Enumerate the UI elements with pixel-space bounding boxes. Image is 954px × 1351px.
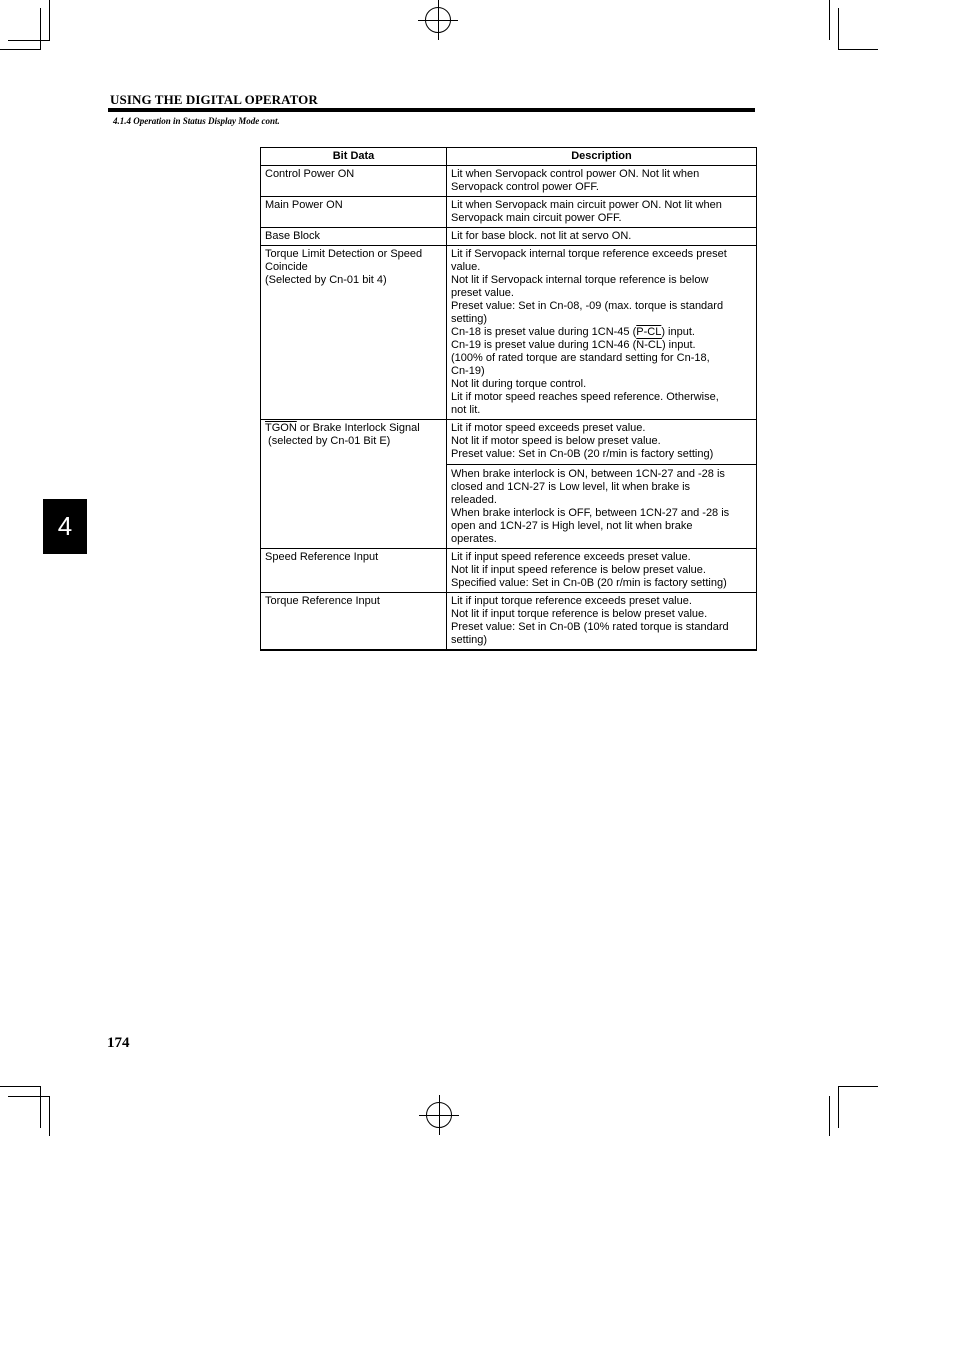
signal-tgon: TGON bbox=[265, 422, 297, 434]
bit-label: Torque Limit Detection or Speed bbox=[265, 248, 423, 260]
signal-n-cl: N-CL bbox=[636, 339, 662, 351]
column-header-bit-data: Bit Data bbox=[261, 148, 447, 166]
description-line: Lit if Servopack internal torque reference exceeds preset bbox=[451, 248, 727, 260]
description-line: preset value. bbox=[451, 287, 514, 299]
bit-label: Main Power ON bbox=[265, 199, 343, 211]
page-number: 174 bbox=[107, 1035, 130, 1051]
bit-label: (selected by Cn-01 Bit E) bbox=[265, 435, 391, 447]
description-text: Cn-18 is preset value during 1CN-45 ( bbox=[451, 326, 637, 338]
description-cell bbox=[447, 593, 757, 651]
page-header-title: USING THE DIGITAL OPERATOR bbox=[110, 92, 318, 107]
description-line: value. bbox=[451, 261, 481, 273]
bit-label: Control Power ON bbox=[265, 168, 355, 180]
description-line: When brake interlock is OFF, between 1CN-27 and -28 is bbox=[451, 507, 730, 519]
description-line: Preset value: Set in Cn-08, -09 (max. torque is standard bbox=[451, 300, 724, 312]
table-row bbox=[261, 228, 757, 246]
header-rule bbox=[108, 108, 755, 112]
bit-cell bbox=[261, 420, 447, 549]
description-line: Servopack control power OFF. bbox=[451, 181, 599, 193]
description-line: open and 1CN-27 is High level, not lit when brake bbox=[451, 520, 693, 532]
description-line: Servopack main circuit power OFF. bbox=[451, 212, 622, 224]
description-line: Preset value: Set in Cn-0B (10% rated torque is standard bbox=[451, 621, 729, 633]
description-line: Lit for base block. not lit at servo ON. bbox=[451, 230, 632, 242]
description-line: Not lit if motor speed is below preset value. bbox=[451, 435, 661, 447]
bit-cell bbox=[261, 549, 447, 593]
bit-label-text: or Brake Interlock Signal bbox=[296, 422, 420, 434]
description-line: setting) bbox=[451, 313, 488, 325]
table-header-row bbox=[261, 148, 757, 166]
bit-label: Torque Reference Input bbox=[265, 595, 380, 607]
description-line: Lit when Servopack control power ON. Not lit when bbox=[451, 168, 700, 180]
description-line: setting) bbox=[451, 634, 488, 646]
column-header-description: Description bbox=[447, 148, 757, 166]
description-line: (100% of rated torque are standard setting for Cn-18, bbox=[451, 352, 710, 364]
description-line: Preset value: Set in Cn-0B (20 r/min is factory setting) bbox=[451, 448, 714, 460]
description-line: Not lit if input speed reference is below preset value. bbox=[451, 564, 706, 576]
bit-label: Speed Reference Input bbox=[265, 551, 379, 563]
description-text: Cn-19 is preset value during 1CN-46 ( bbox=[451, 339, 637, 351]
table-row bbox=[261, 246, 757, 420]
page-header-subtitle: 4.1.4 Operation in Status Display Mode cont. bbox=[113, 116, 280, 126]
description-line: Not lit during torque control. bbox=[451, 378, 587, 390]
brake-interlock-description bbox=[447, 464, 756, 546]
description-line: Not lit if Servopack internal torque reference is below bbox=[451, 274, 709, 286]
bit-cell bbox=[261, 197, 447, 228]
description-text: ) input. bbox=[661, 326, 695, 338]
description-line: Cn-19) bbox=[451, 365, 485, 377]
chapter-tab-number: 4 bbox=[57, 511, 73, 541]
table-row bbox=[261, 420, 757, 549]
description-line: closed and 1CN-27 is Low level, lit when brake is bbox=[451, 481, 691, 493]
description-line-p-cl bbox=[451, 326, 752, 339]
bit-data-table bbox=[260, 147, 757, 651]
description-cell bbox=[447, 166, 757, 197]
bit-cell bbox=[261, 228, 447, 246]
description-line: Lit if motor speed exceeds preset value. bbox=[451, 422, 646, 434]
table-row bbox=[261, 593, 757, 651]
description-line: not lit. bbox=[451, 404, 481, 416]
description-line: When brake interlock is ON, between 1CN-27 and -28 is bbox=[451, 468, 725, 480]
bit-cell bbox=[261, 593, 447, 651]
description-line: Specified value: Set in Cn-0B (20 r/min is factory setting) bbox=[451, 577, 727, 589]
table-row bbox=[261, 197, 757, 228]
description-cell bbox=[447, 246, 757, 420]
bit-cell bbox=[261, 166, 447, 197]
table-row bbox=[261, 166, 757, 197]
description-line: Lit when Servopack main circuit power ON. Not lit when bbox=[451, 199, 722, 211]
description-line: Lit if input torque reference exceeds preset value. bbox=[451, 595, 692, 607]
description-cell bbox=[447, 228, 757, 246]
description-line: Lit if input speed reference exceeds preset value. bbox=[451, 551, 691, 563]
chapter-tab bbox=[43, 499, 87, 554]
bit-label bbox=[265, 422, 442, 435]
bit-label: (Selected by Cn-01 bit 4) bbox=[265, 274, 387, 286]
description-text: ) input. bbox=[661, 339, 696, 351]
description-line-n-cl bbox=[451, 339, 752, 352]
description-line: Not lit if input torque reference is below preset value. bbox=[451, 608, 708, 620]
signal-p-cl: P-CL bbox=[636, 326, 662, 338]
bit-cell bbox=[261, 246, 447, 420]
bit-label: Coincide bbox=[265, 261, 308, 273]
description-line: Lit if motor speed reaches speed reference. Otherwise, bbox=[451, 391, 719, 403]
table-row bbox=[261, 549, 757, 593]
description-line: releaded. bbox=[451, 494, 497, 506]
description-line: operates. bbox=[451, 533, 497, 545]
bit-label: Base Block bbox=[265, 230, 321, 242]
description-cell bbox=[447, 549, 757, 593]
description-cell bbox=[447, 420, 757, 549]
description-cell bbox=[447, 197, 757, 228]
